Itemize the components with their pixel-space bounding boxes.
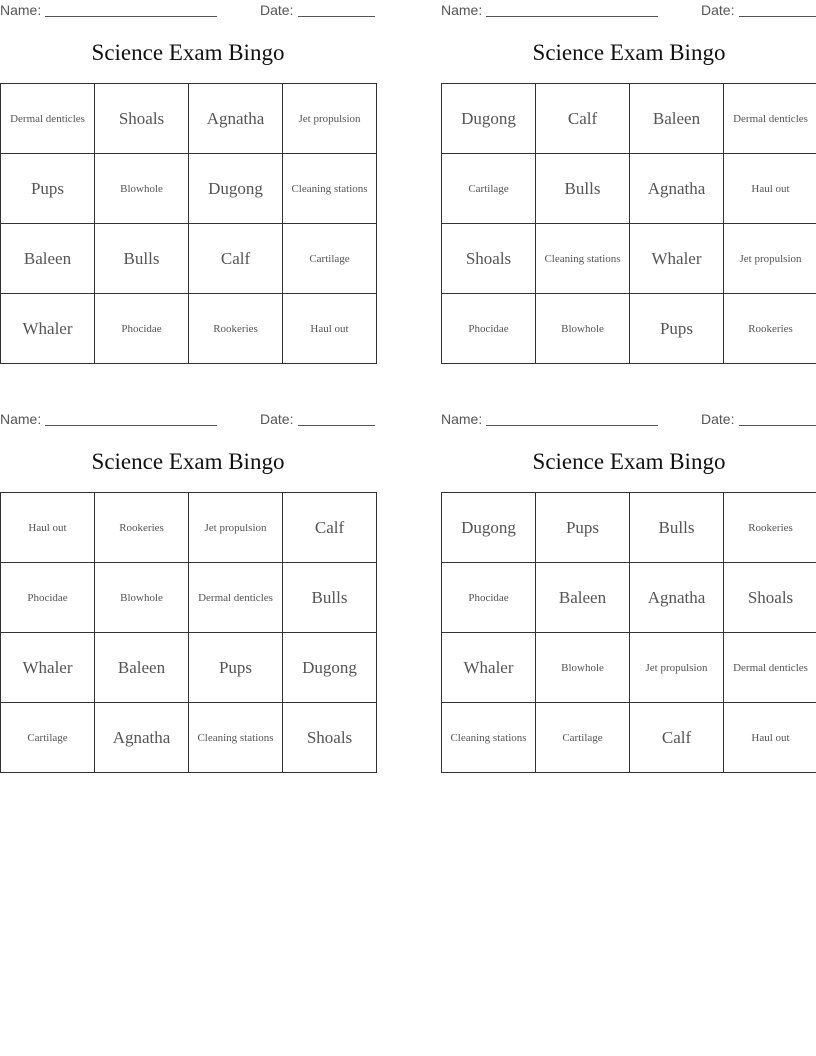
grid-cell: Cartilage xyxy=(536,703,630,773)
header-row xyxy=(441,2,816,20)
grid-cell: Rookeries xyxy=(189,294,283,364)
bingo-card-4 xyxy=(441,409,816,789)
grid-row xyxy=(1,224,377,294)
grid-cell: Dermal denticles xyxy=(724,84,816,154)
grid-cell: Bulls xyxy=(630,493,724,563)
grid-cell: Baleen xyxy=(536,563,630,633)
grid-cell: Dugong xyxy=(189,154,283,224)
grid-cell: Haul out xyxy=(1,493,95,563)
grid-cell: Dugong xyxy=(442,84,536,154)
date-blank xyxy=(298,16,375,17)
bingo-grid xyxy=(441,83,816,364)
grid-cell: Cartilage xyxy=(442,154,536,224)
grid-cell: Rookeries xyxy=(724,493,816,563)
grid-row xyxy=(1,633,377,703)
card-title: Science Exam Bingo xyxy=(91,40,285,65)
grid-row xyxy=(442,493,816,563)
grid-cell: Calf xyxy=(630,703,724,773)
grid-cell: Jet propulsion xyxy=(630,633,724,703)
grid-row xyxy=(442,154,816,224)
name-label: Name: xyxy=(441,2,483,18)
grid-cell: Dermal denticles xyxy=(189,563,283,633)
date-label: Date: xyxy=(701,2,735,18)
header-row xyxy=(0,411,376,429)
grid-cell: Phocidae xyxy=(95,294,189,364)
header-row xyxy=(0,2,376,20)
bingo-grid xyxy=(441,492,816,773)
grid-cell: Pups xyxy=(536,493,630,563)
name-label: Name: xyxy=(441,411,483,427)
grid-cell: Blowhole xyxy=(95,154,189,224)
grid-cell: Shoals xyxy=(724,563,816,633)
grid-cell: Cleaning stations xyxy=(442,703,536,773)
card-title: Science Exam Bingo xyxy=(532,40,726,65)
card-title: Science Exam Bingo xyxy=(532,449,726,474)
grid-cell: Whaler xyxy=(1,633,95,703)
bingo-grid xyxy=(0,492,377,773)
grid-row xyxy=(442,224,816,294)
grid-cell: Calf xyxy=(283,493,377,563)
grid-cell: Baleen xyxy=(630,84,724,154)
grid-cell: Cartilage xyxy=(283,224,377,294)
grid-cell: Rookeries xyxy=(724,294,816,364)
grid-cell: Calf xyxy=(189,224,283,294)
grid-cell: Cartilage xyxy=(1,703,95,773)
grid-cell: Blowhole xyxy=(536,294,630,364)
grid-row xyxy=(1,154,377,224)
grid-cell: Jet propulsion xyxy=(189,493,283,563)
grid-cell: Pups xyxy=(189,633,283,703)
grid-cell: Agnatha xyxy=(189,84,283,154)
grid-cell: Bulls xyxy=(95,224,189,294)
grid-cell: Jet propulsion xyxy=(283,84,377,154)
grid-cell: Blowhole xyxy=(536,633,630,703)
grid-cell: Whaler xyxy=(1,294,95,364)
grid-cell: Whaler xyxy=(630,224,724,294)
grid-row xyxy=(442,294,816,364)
date-blank xyxy=(298,425,375,426)
grid-cell: Baleen xyxy=(95,633,189,703)
grid-cell: Bulls xyxy=(536,154,630,224)
grid-cell: Dermal denticles xyxy=(1,84,95,154)
grid-cell: Shoals xyxy=(442,224,536,294)
grid-cell: Haul out xyxy=(283,294,377,364)
grid-cell: Calf xyxy=(536,84,630,154)
header-row xyxy=(441,411,816,429)
grid-cell: Shoals xyxy=(283,703,377,773)
grid-cell: Cleaning stations xyxy=(283,154,377,224)
name-blank xyxy=(45,16,217,17)
grid-cell: Phocidae xyxy=(442,294,536,364)
bingo-grid xyxy=(0,83,377,364)
date-blank xyxy=(739,16,816,17)
bingo-card-1 xyxy=(0,0,376,380)
date-blank xyxy=(739,425,816,426)
bingo-card-3 xyxy=(0,409,376,789)
grid-row xyxy=(1,84,377,154)
date-label: Date: xyxy=(701,411,735,427)
grid-cell: Haul out xyxy=(724,154,816,224)
grid-cell: Shoals xyxy=(95,84,189,154)
grid-cell: Dugong xyxy=(442,493,536,563)
grid-cell: Phocidae xyxy=(442,563,536,633)
grid-row xyxy=(442,563,816,633)
grid-row xyxy=(1,563,377,633)
grid-cell: Pups xyxy=(630,294,724,364)
grid-cell: Cleaning stations xyxy=(536,224,630,294)
grid-cell: Agnatha xyxy=(630,154,724,224)
grid-row xyxy=(1,493,377,563)
grid-cell: Haul out xyxy=(724,703,816,773)
grid-cell: Cleaning stations xyxy=(189,703,283,773)
grid-cell: Phocidae xyxy=(1,563,95,633)
card-title: Science Exam Bingo xyxy=(91,449,285,474)
grid-cell: Rookeries xyxy=(95,493,189,563)
grid-cell: Dugong xyxy=(283,633,377,703)
name-label: Name: xyxy=(0,411,42,427)
name-label: Name: xyxy=(0,2,42,18)
grid-row xyxy=(1,294,377,364)
date-label: Date: xyxy=(260,2,294,18)
grid-cell: Blowhole xyxy=(95,563,189,633)
grid-cell: Agnatha xyxy=(630,563,724,633)
grid-row xyxy=(442,703,816,773)
name-blank xyxy=(486,16,658,17)
name-blank xyxy=(45,425,217,426)
grid-cell: Dermal denticles xyxy=(724,633,816,703)
grid-cell: Whaler xyxy=(442,633,536,703)
grid-row xyxy=(442,633,816,703)
grid-cell: Agnatha xyxy=(95,703,189,773)
bingo-card-2 xyxy=(441,0,816,380)
grid-row xyxy=(442,84,816,154)
grid-cell: Pups xyxy=(1,154,95,224)
name-blank xyxy=(486,425,658,426)
grid-cell: Bulls xyxy=(283,563,377,633)
grid-cell: Jet propulsion xyxy=(724,224,816,294)
grid-cell: Baleen xyxy=(1,224,95,294)
date-label: Date: xyxy=(260,411,294,427)
grid-row xyxy=(1,703,377,773)
